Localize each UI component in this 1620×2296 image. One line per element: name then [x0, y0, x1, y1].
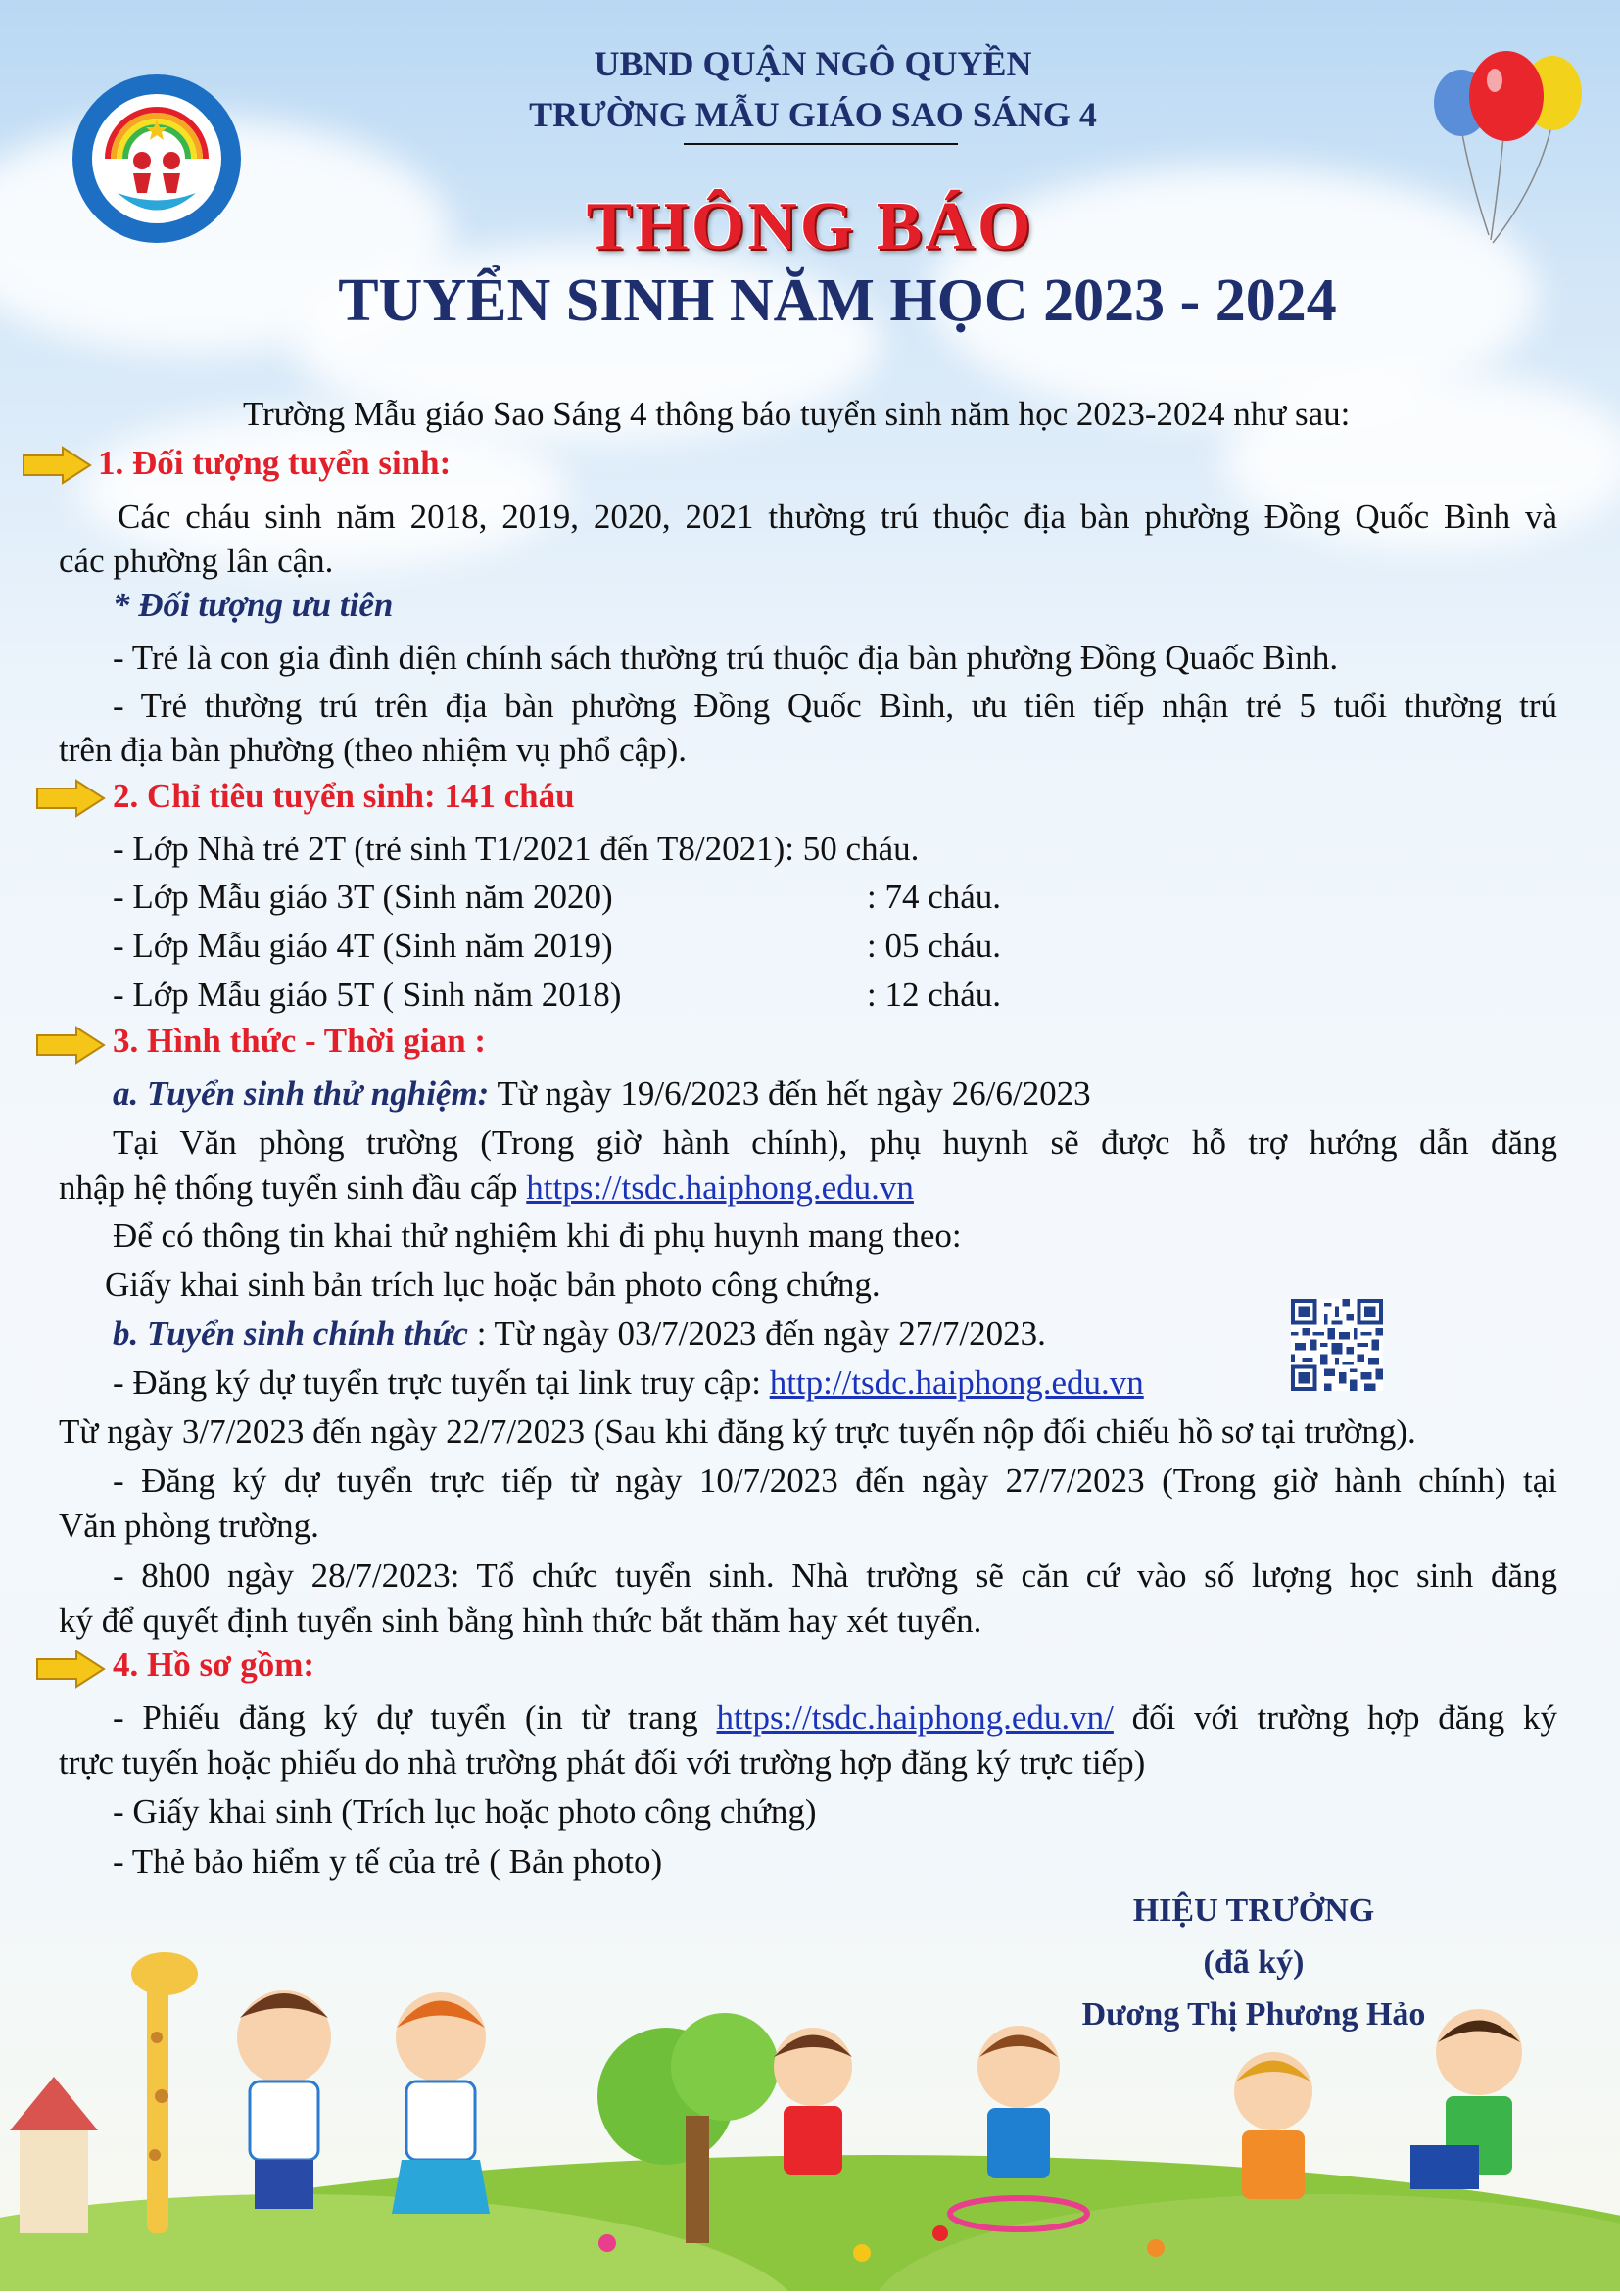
priority-heading: * Đối tượng ưu tiên: [113, 586, 394, 624]
intro-text: Trường Mẫu giáo Sao Sáng 4 thông báo tuyển sinh năm học 2023-2024 như sau:: [243, 395, 1351, 433]
arrow-icon: [35, 779, 106, 818]
tsdc-link[interactable]: https://tsdc.haiphong.edu.vn/: [716, 1698, 1114, 1737]
enrollment-event: - 8h00 ngày 28/7/2023: Tổ chức tuyển sinh. Nhà trường sẽ căn cứ vào số lượng học sinh đăng: [113, 1556, 1557, 1595]
document-item-1-suffix: đối với trường hợp đăng ký: [1113, 1698, 1557, 1737]
quota-row: - Lớp Nhà trẻ 2T (trẻ sinh T1/2021 đến T8/2021): 50 cháu.: [113, 830, 920, 868]
quota-row: - Lớp Mẫu giáo 3T (Sinh năm 2020): [113, 878, 613, 916]
priority-item-1: - Trẻ là con gia đình diện chính sách thường trú thuộc địa bàn phường Đồng Quaốc Bình.: [113, 639, 1339, 677]
header-district: UBND QUẬN NGÔ QUYỀN: [594, 44, 1032, 83]
tsdc-link[interactable]: https://tsdc.haiphong.edu.vn: [526, 1169, 914, 1207]
online-registration-dates: Từ ngày 3/7/2023 đến ngày 22/7/2023 (Sau khi đăng ký trực tuyến nộp đối chiếu hồ sơ tại trường).: [59, 1412, 1416, 1451]
signature-note: (đã ký): [1203, 1944, 1305, 1981]
trial-paragraph: Tại Văn phòng trường (Trong giờ hành chính), phụ huynh sẽ được hỗ trợ hướng dẫn đăng: [113, 1124, 1557, 1162]
document-item-2: - Giấy khai sinh (Trích lục hoặc photo công chứng): [113, 1793, 817, 1831]
trial-enrollment-label: a. Tuyển sinh thử nghiệm:: [113, 1075, 490, 1113]
priority-item-2-cont: trên địa bàn phường (theo nhiệm vụ phổ cập).: [59, 731, 688, 769]
trial-enrollment-dates: Từ ngày 19/6/2023 đến hết ngày 26/6/2023: [489, 1075, 1091, 1113]
arrow-icon: [22, 446, 92, 485]
document-item-1: [113, 1694, 1557, 1743]
document-item-3: - Thẻ bảo hiểm y tế của trẻ ( Bản photo): [113, 1842, 663, 1881]
document-item-1-cont: trực tuyến hoặc phiếu do nhà trường phát đối với trường hợp đăng ký trực tiếp): [59, 1744, 1146, 1782]
enrollment-event-cont: ký để quyết định tuyển sinh bằng hình thức bắt thăm hay xét tuyển.: [59, 1602, 982, 1640]
direct-registration: - Đăng ký dự tuyển trực tiếp từ ngày 10/7/2023 đến ngày 27/7/2023 (Trong giờ hành chính) tại: [113, 1461, 1557, 1500]
online-registration-line: [113, 1359, 1144, 1408]
tsdc-link[interactable]: http://tsdc.haiphong.edu.vn: [769, 1363, 1144, 1402]
direct-registration-cont: Văn phòng trường.: [59, 1507, 319, 1545]
trial-documents: Giấy khai sinh bản trích lục hoặc bản photo công chứng.: [105, 1266, 881, 1304]
quota-value: : 12 cháu.: [867, 976, 1002, 1014]
quota-value: : 05 cháu.: [867, 927, 1002, 965]
qr-code[interactable]: [1291, 1299, 1383, 1391]
official-enrollment-dates: : Từ ngày 03/7/2023 đến ngày 27/7/2023.: [467, 1315, 1046, 1353]
notice-title: THÔNG BÁO: [586, 189, 1034, 264]
arrow-icon: [35, 1026, 106, 1065]
signature-name: Dương Thị Phương Hảo: [1081, 1996, 1426, 2033]
signature-title: HIỆU TRƯỞNG: [1132, 1892, 1375, 1929]
quota-row: - Lớp Mẫu giáo 4T (Sinh năm 2019): [113, 927, 613, 965]
trial-paragraph-text: nhập hệ thống tuyển sinh đầu cấp: [59, 1169, 527, 1207]
trial-paragraph-cont: [59, 1164, 914, 1213]
section-2-heading: 2. Chỉ tiêu tuyển sinh: 141 cháu: [113, 777, 575, 815]
arrow-icon: [35, 1650, 106, 1689]
document-item-1-text: - Phiếu đăng ký dự tuyển (in từ trang: [113, 1698, 717, 1737]
quota-row: - Lớp Mẫu giáo 5T ( Sinh năm 2018): [113, 976, 622, 1014]
section-1-heading: 1. Đối tượng tuyển sinh:: [98, 444, 452, 482]
enrollment-title: TUYỂN SINH NĂM HỌC 2023 - 2024: [338, 267, 1337, 334]
header-school: TRƯỜNG MẪU GIÁO SAO SÁNG 4: [529, 95, 1097, 134]
quota-value: : 74 cháu.: [867, 878, 1002, 916]
section-1-text-cont: các phường lân cận.: [59, 542, 334, 580]
priority-item-2: - Trẻ thường trú trên địa bàn phường Đồng Quốc Bình, ưu tiên tiếp nhận trẻ 5 tuổi thường trú: [113, 687, 1557, 725]
section-4-heading: 4. Hồ sơ gồm:: [113, 1646, 315, 1684]
official-enrollment-line: [113, 1310, 1046, 1359]
section-1-text: Các cháu sinh năm 2018, 2019, 2020, 2021 thường trú thuộc địa bàn phường Đồng Quốc Bình và: [118, 498, 1557, 536]
trial-enrollment-line: [113, 1070, 1091, 1119]
trial-documents-intro: Để có thông tin khai thử nghiệm khi đi phụ huynh mang theo:: [113, 1217, 962, 1255]
header-divider: [684, 143, 958, 145]
online-registration-text: - Đăng ký dự tuyển trực tuyến tại link truy cập:: [113, 1363, 770, 1402]
official-enrollment-label: b. Tuyển sinh chính thức: [113, 1315, 468, 1353]
section-3-heading: 3. Hình thức - Thời gian :: [113, 1022, 487, 1060]
